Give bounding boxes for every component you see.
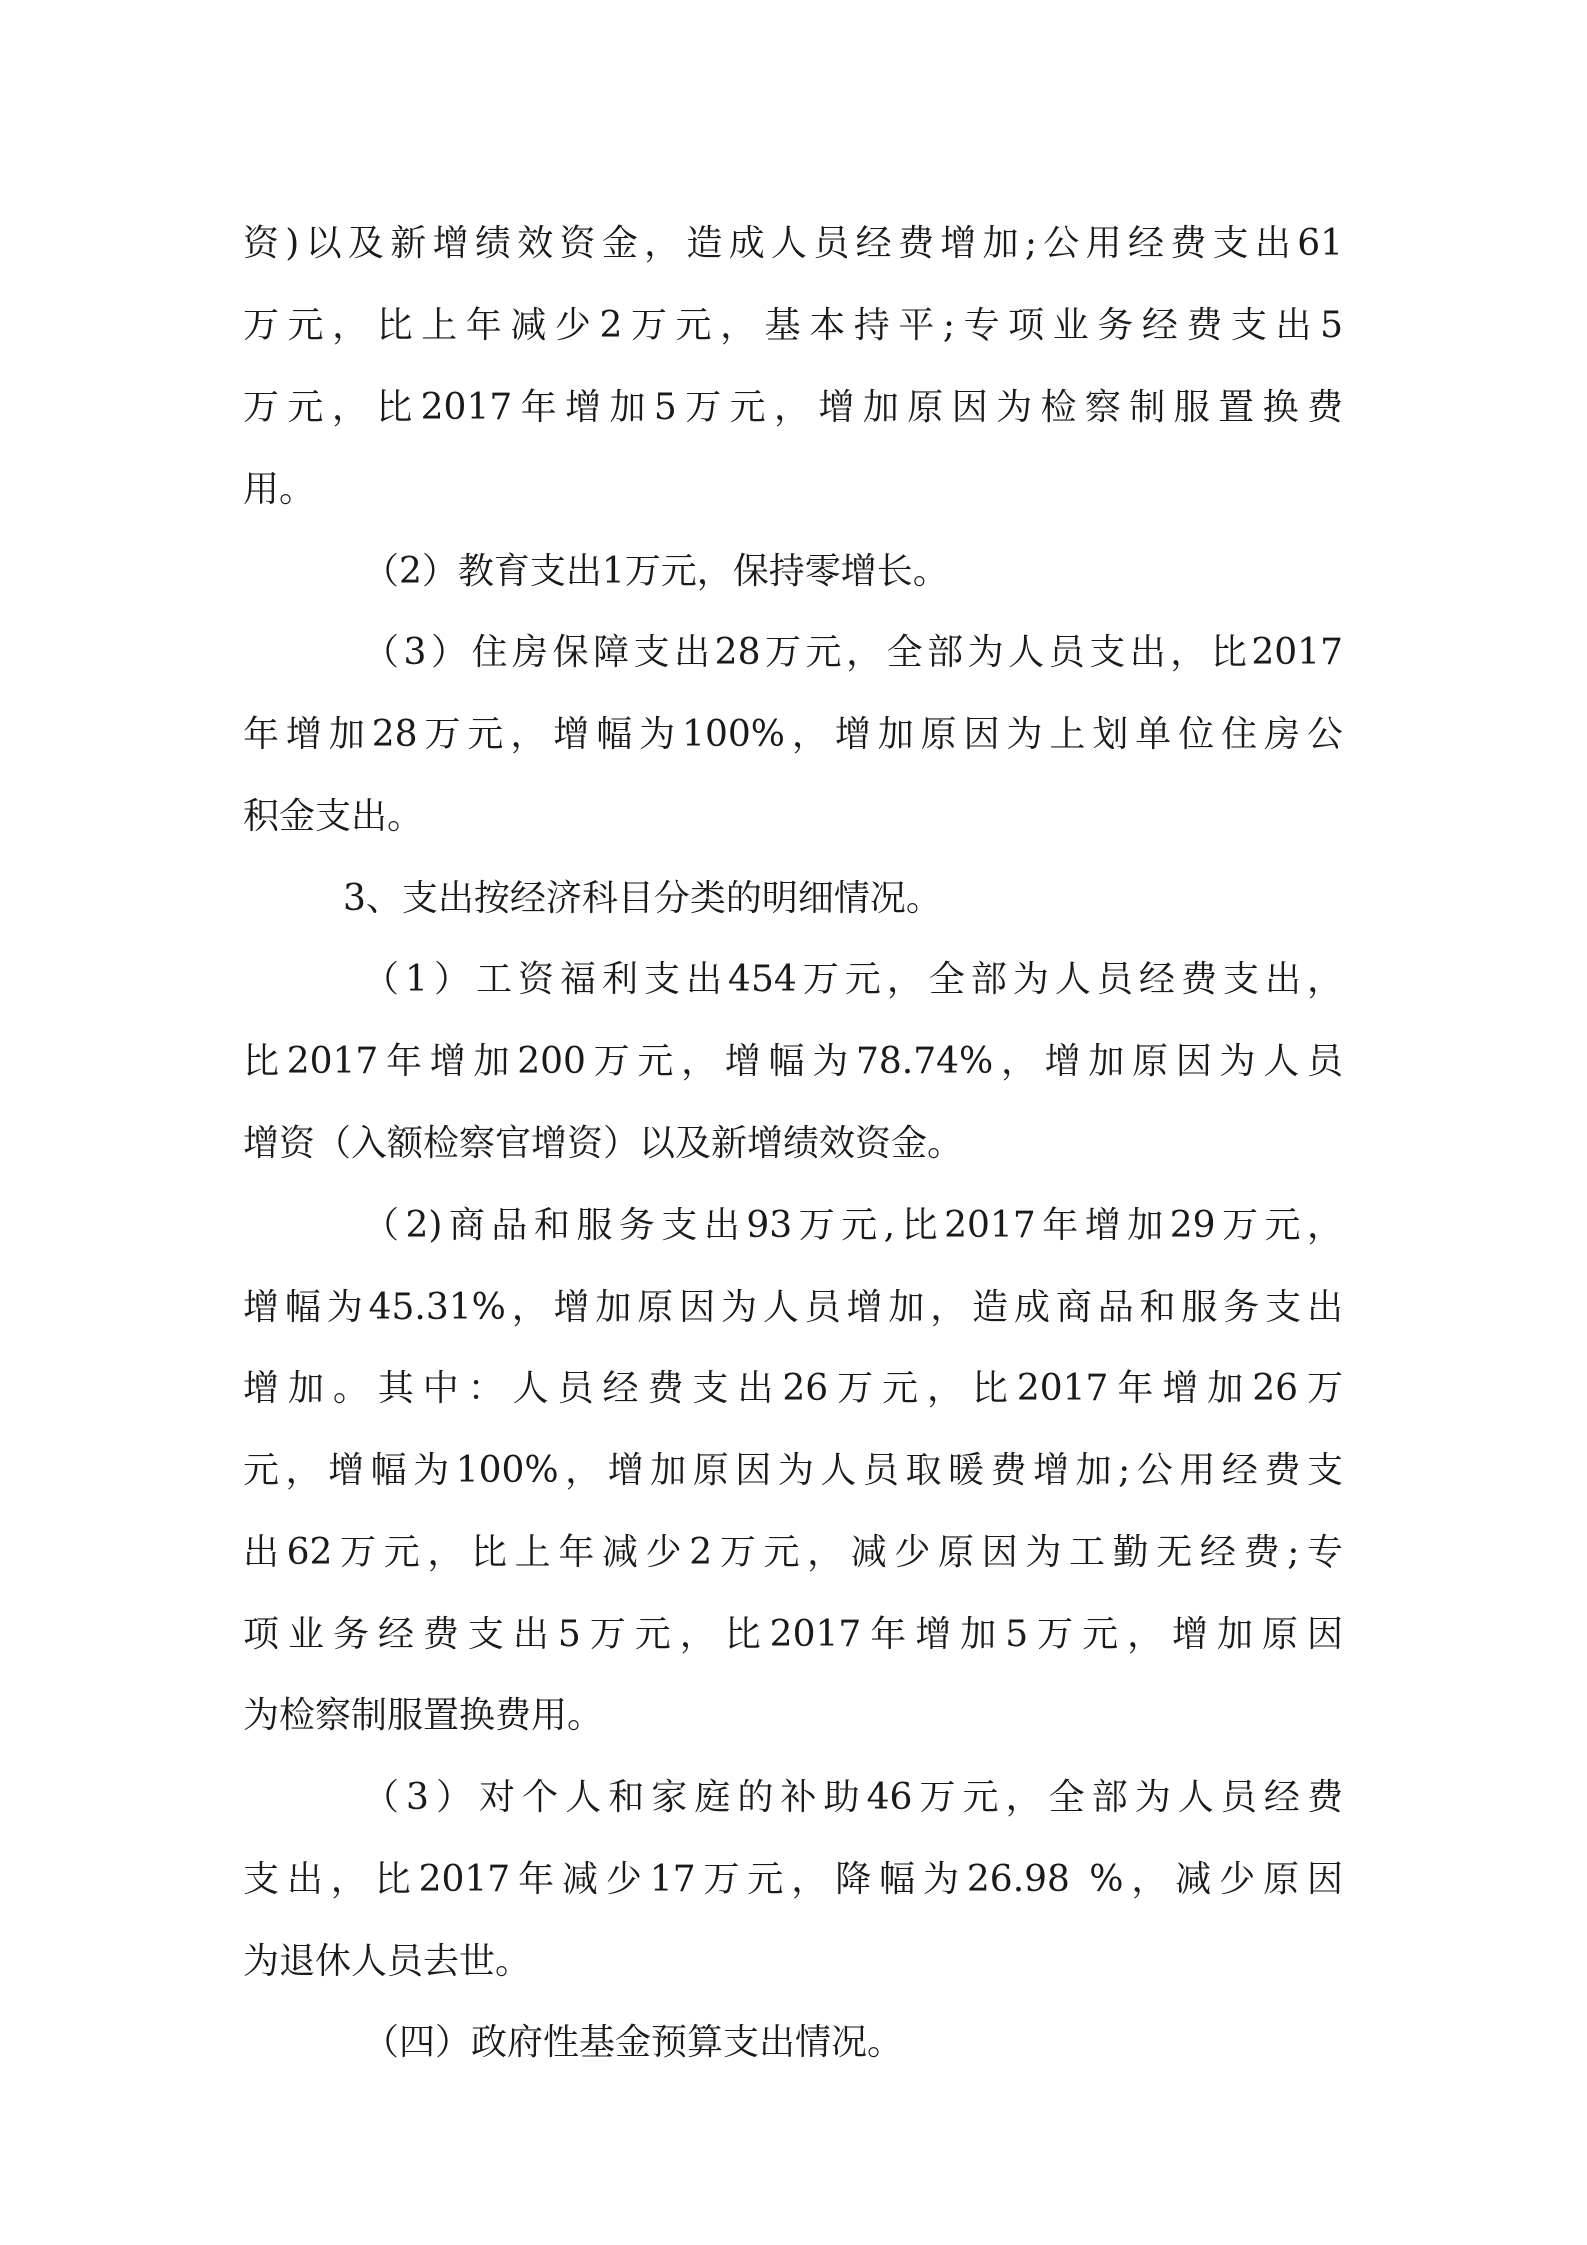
text-line: 增资（入额检察官增资）以及新增绩效资金。 [243, 1123, 964, 1164]
text-line: 项业务经费支出5万元，比2017年增加5万元，增加原因 [243, 1614, 1343, 1655]
text-line: （1）工资福利支出454万元，全部为人员经费支出， [363, 959, 1343, 1000]
text-line: 万元，比上年减少2万元，基本持平;专项业务经费支出5 [243, 305, 1343, 346]
text-line: 元，增幅为100%，增加原因为人员取暖费增加;公用经费支 [243, 1450, 1343, 1491]
text-line: 增幅为45.31%，增加原因为人员增加，造成商品和服务支出 [243, 1287, 1343, 1328]
text-line: 年增加28万元，增幅为100%，增加原因为上划单位住房公 [243, 714, 1343, 755]
paragraph-heading: （2）教育支出1万元，保持零增长。 [363, 551, 949, 592]
text-line: 为退休人员去世。 [243, 1941, 532, 1982]
text-line: 积金支出。 [243, 796, 424, 837]
section-heading: 3、支出按经济科目分类的明细情况。 [343, 878, 942, 919]
text-line: 比2017年增加200万元，增幅为78.74%，增加原因为人员 [243, 1041, 1343, 1082]
text-line: （2)商品和服务支出93万元,比2017年增加29万元， [363, 1205, 1343, 1246]
text-line: 增加。其中：人员经费支出26万元，比2017年增加26万 [243, 1368, 1343, 1409]
text-line: 出62万元，比上年减少2万元，减少原因为工勤无经费;专 [243, 1532, 1343, 1573]
text-line: 万元，比2017年增加5万元，增加原因为检察制服置换费 [243, 387, 1343, 428]
text-line: 支出，比2017年减少17万元，降幅为26.98 %，减少原因 [243, 1859, 1343, 1900]
text-line: （3）对个人和家庭的补助46万元，全部为人员经费 [363, 1777, 1343, 1818]
text-line: （3）住房保障支出28万元，全部为人员支出，比2017 [363, 632, 1343, 673]
text-line: 用。 [243, 469, 316, 510]
text-line: 为检察制服置换费用。 [243, 1695, 604, 1736]
text-line: 资)以及新增绩效资金，造成人员经费增加;公用经费支出61 [243, 223, 1343, 264]
section-heading: （四）政府性基金预算支出情况。 [363, 2022, 904, 2063]
